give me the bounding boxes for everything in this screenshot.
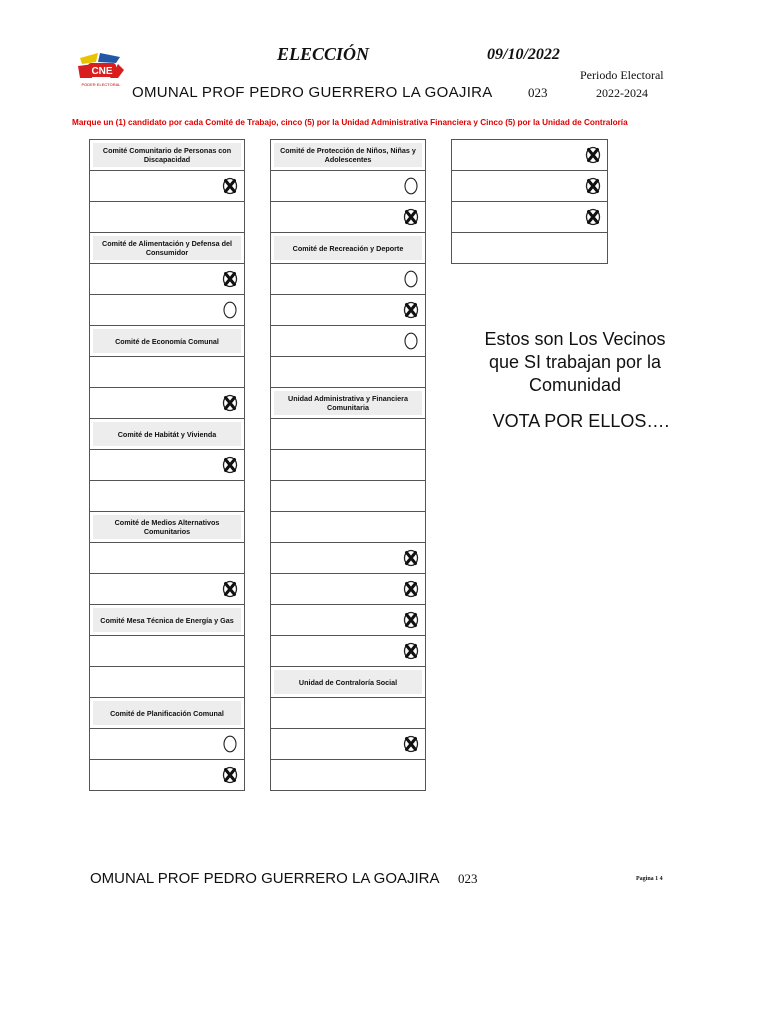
marked-oval-icon[interactable]: [403, 549, 419, 567]
candidate-row[interactable]: [271, 636, 425, 667]
candidate-row[interactable]: [271, 605, 425, 636]
marked-oval-icon[interactable]: [403, 208, 419, 226]
consejo-name: OMUNAL PROF PEDRO GUERRERO LA GOAJIRA: [132, 84, 493, 101]
voting-instructions: Marque un (1) candidato por cada Comité de Trabajo, cinco (5) por la Unidad Administrativa Financiera y Cinco (5) por la Unidad de Contraloría: [72, 118, 628, 127]
marked-oval-icon[interactable]: [403, 611, 419, 629]
candidate-row[interactable]: [271, 357, 425, 388]
candidate-row[interactable]: [271, 419, 425, 450]
committee-label: Comité de Economía Comunal: [93, 329, 241, 353]
candidate-row[interactable]: [90, 388, 244, 419]
committee-label: Comité de Medios Alternativos Comunitarios: [93, 515, 241, 539]
empty-oval-icon[interactable]: [222, 301, 238, 319]
candidate-row[interactable]: [90, 264, 244, 295]
committee-header: [90, 326, 244, 357]
candidate-row[interactable]: [90, 357, 244, 388]
candidate-row[interactable]: [90, 667, 244, 698]
candidate-row[interactable]: [90, 171, 244, 202]
marked-oval-icon[interactable]: [222, 456, 238, 474]
candidate-row[interactable]: [271, 760, 425, 791]
candidate-row[interactable]: [90, 481, 244, 512]
committee-label: Comité de Protección de Niños, Niñas y Adolescentes: [274, 143, 422, 167]
marked-oval-icon[interactable]: [403, 580, 419, 598]
candidate-row[interactable]: [271, 171, 425, 202]
candidate-row[interactable]: [271, 729, 425, 760]
campaign-message: [470, 328, 680, 433]
candidate-row[interactable]: [271, 543, 425, 574]
ballot-column-3: [451, 139, 608, 264]
committee-header: [271, 667, 425, 698]
committee-header: [90, 698, 244, 729]
candidate-row[interactable]: [452, 171, 607, 202]
committee-label: Comité Mesa Técnica de Energía y Gas: [93, 608, 241, 632]
marked-oval-icon[interactable]: [222, 394, 238, 412]
election-title: ELECCIÓN: [277, 44, 370, 64]
marked-oval-icon[interactable]: [585, 146, 601, 164]
committee-label: Comité de Alimentación y Defensa del Consumidor: [93, 236, 241, 260]
candidate-row[interactable]: [271, 450, 425, 481]
candidate-row[interactable]: [452, 140, 607, 171]
candidate-row[interactable]: [452, 233, 607, 264]
message-line-3: Comunidad: [528, 375, 622, 395]
committee-header: [271, 140, 425, 171]
committee-header: [90, 419, 244, 450]
committee-header: [90, 140, 244, 171]
message-line-1: Estos son Los Vecinos: [484, 329, 666, 349]
committee-header: [90, 605, 244, 636]
candidate-row[interactable]: [90, 574, 244, 605]
committee-label: Unidad Administrativa y Financiera Comunitaria: [274, 391, 422, 415]
candidate-row[interactable]: [90, 202, 244, 233]
candidate-row[interactable]: [90, 729, 244, 760]
empty-oval-icon[interactable]: [222, 735, 238, 753]
footer-code: 023: [458, 871, 478, 886]
candidate-row[interactable]: [90, 760, 244, 791]
committee-label: Comité de Recreación y Deporte: [274, 236, 422, 260]
footer-consejo-name: OMUNAL PROF PEDRO GUERRERO LA GOAJIRA: [90, 870, 440, 887]
consejo-code: 023: [528, 85, 548, 100]
candidate-row[interactable]: [271, 326, 425, 357]
candidate-row[interactable]: [271, 481, 425, 512]
candidate-row[interactable]: [90, 543, 244, 574]
marked-oval-icon[interactable]: [222, 177, 238, 195]
message-line-2: que SI trabajan por la: [488, 352, 662, 372]
candidate-row[interactable]: [90, 636, 244, 667]
committee-label: Comité Comunitario de Personas con Discapacidad: [93, 143, 241, 167]
period-label: Periodo Electoral: [580, 68, 664, 82]
logo-text: CNE: [91, 66, 113, 77]
marked-oval-icon[interactable]: [222, 766, 238, 784]
message-vote: VOTA POR ELLOS….: [492, 411, 670, 431]
candidate-row[interactable]: [271, 264, 425, 295]
marked-oval-icon[interactable]: [403, 301, 419, 319]
empty-oval-icon[interactable]: [403, 177, 419, 195]
candidate-row[interactable]: [271, 698, 425, 729]
marked-oval-icon[interactable]: [403, 642, 419, 660]
cne-logo: [74, 50, 128, 90]
ballot-column-1: [89, 139, 245, 791]
committee-label: Comité de Habitát y Vivienda: [93, 422, 241, 446]
logo-subtitle: PODER ELECTORAL: [81, 82, 121, 87]
empty-oval-icon[interactable]: [403, 332, 419, 350]
candidate-row[interactable]: [271, 574, 425, 605]
period-value: 2022-2024: [596, 86, 648, 100]
committee-header: [90, 233, 244, 264]
committee-label: Comité de Planificación Comunal: [93, 701, 241, 725]
candidate-row[interactable]: [271, 202, 425, 233]
marked-oval-icon[interactable]: [585, 177, 601, 195]
marked-oval-icon[interactable]: [222, 270, 238, 288]
marked-oval-icon[interactable]: [222, 580, 238, 598]
candidate-row[interactable]: [271, 295, 425, 326]
candidate-row[interactable]: [271, 512, 425, 543]
election-date: 09/10/2022: [487, 46, 560, 63]
empty-oval-icon[interactable]: [403, 270, 419, 288]
candidate-row[interactable]: [90, 450, 244, 481]
marked-oval-icon[interactable]: [585, 208, 601, 226]
committee-header: [271, 233, 425, 264]
marked-oval-icon[interactable]: [403, 735, 419, 753]
committee-header: [90, 512, 244, 543]
candidate-row[interactable]: [452, 202, 607, 233]
committee-header: [271, 388, 425, 419]
candidate-row[interactable]: [90, 295, 244, 326]
ballot-column-2: [270, 139, 426, 791]
committee-label: Unidad de Contraloría Social: [274, 670, 422, 694]
footer-page: Pagina 1 4: [636, 876, 663, 882]
